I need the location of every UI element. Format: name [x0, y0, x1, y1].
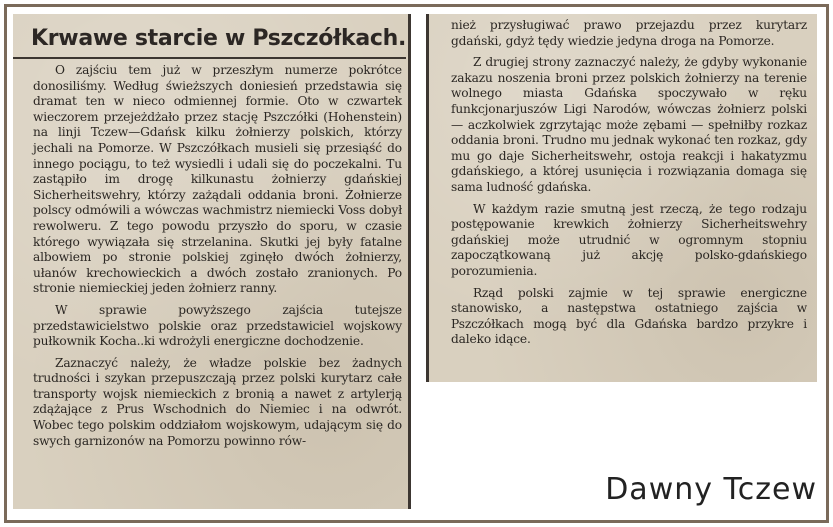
watermark-text: Dawny Tczew	[605, 472, 817, 507]
newspaper-clipping-left	[13, 14, 411, 509]
article-headline: Krwawe starcie w Pszczółkach.	[13, 14, 406, 59]
paragraph: Zaznaczyć należy, że władze polskie bez żadnych trudności i szykan przepuszczają przez polski kurytarz całe transporty wojsk niemieckich z bronią a nawet z artylerją zdążające z Prus Wschodnich do Niemiec i na odwrót. Wobec tego polskim oddziałom wojskowym, udającym się do swych garnizonów na Pomorzu powinno rów-	[33, 355, 402, 448]
paragraph: W każdym razie smutną jest rzeczą, że tego rodzaju postępowanie krewkich żołnierzy Sicherheitswehry gdańskiej może utrudnić w ogromnym stopniu zapoczątkowaną już akcję polsko-gdańskiego porozumienia.	[451, 201, 807, 278]
paragraph: Rząd polski zajmie w tej sprawie energiczne stanowisko, a następstwa ostatniego zajścia w Pszczółkach mogą być dla Gdańska bardzo przykre i daleko idące.	[451, 285, 807, 347]
article-column-right	[429, 14, 817, 348]
paragraph: Z drugiej strony zaznaczyć należy, że gdyby wykonanie zakazu noszenia broni przez polskich żołnierzy na terenie wolnego miasta Gdańska spoczywało w ręku funkcjonarjuszów Ligi Narodów, wówczas żołnierz polski — aczkolwiek zgrzytając może zębami — spełniłby rozkaz oddania broni. Trudno mu jednak wykonać ten rozkaz, gdy mu go daje Sicherheitswehr, ostoja reakcji i hakatyzmu gdańskiego, a której usunięcia i rozwiązania domaga się sama ludność gdańska.	[451, 55, 807, 194]
newspaper-clipping-right	[426, 14, 817, 382]
paragraph: W sprawie powyższego zajścia tutejsze przedstawicielstwo polskie oraz przedstawiciel wojskowy pułkownik Kocha..ki wdrożyli energiczne dochodzenie.	[33, 302, 402, 349]
paragraph: nież przysługiwać prawo przejazdu przez kurytarz gdański, gdyż tędy wiedzie jedyna droga na Pomorze.	[451, 18, 807, 48]
article-column-left	[13, 59, 408, 449]
paragraph: O zajściu tem już w przeszłym numerze pokrótce donosiliśmy. Według świeższych doniesień przedstawia się dramat ten w nieco odmiennej formie. Oto w czwartek wieczorem przejeżdżało przez stację Pszczółki (Hohenstein) na linji Tczew—Gdańsk kilku żołnierzy polskich, którzy jechali na Pomorze. W Pszczółkach musieli się przesiąść do innego pociągu, to też wysiedli i udali się do poczekalni. Tu zastąpiło im drogę kilkunastu żołnierzy gdańskiej Sicherheitswehry, którzy zażądali oddania broni. Żołnierze polscy odmówili a wówczas wachmistrz niemiecki Voss dobył rewolweru. Z tego powodu przyszło do sporu, w czasie którego wywiązała się strzelanina. Skutki jej były fatalne albowiem po stronie polskiej zginęło dwóch żołnierzy, ułanów krechowieckich a dwóch zostało zranionych. Po stronie niemieckiej jeden żołnierz ranny.	[33, 63, 402, 296]
